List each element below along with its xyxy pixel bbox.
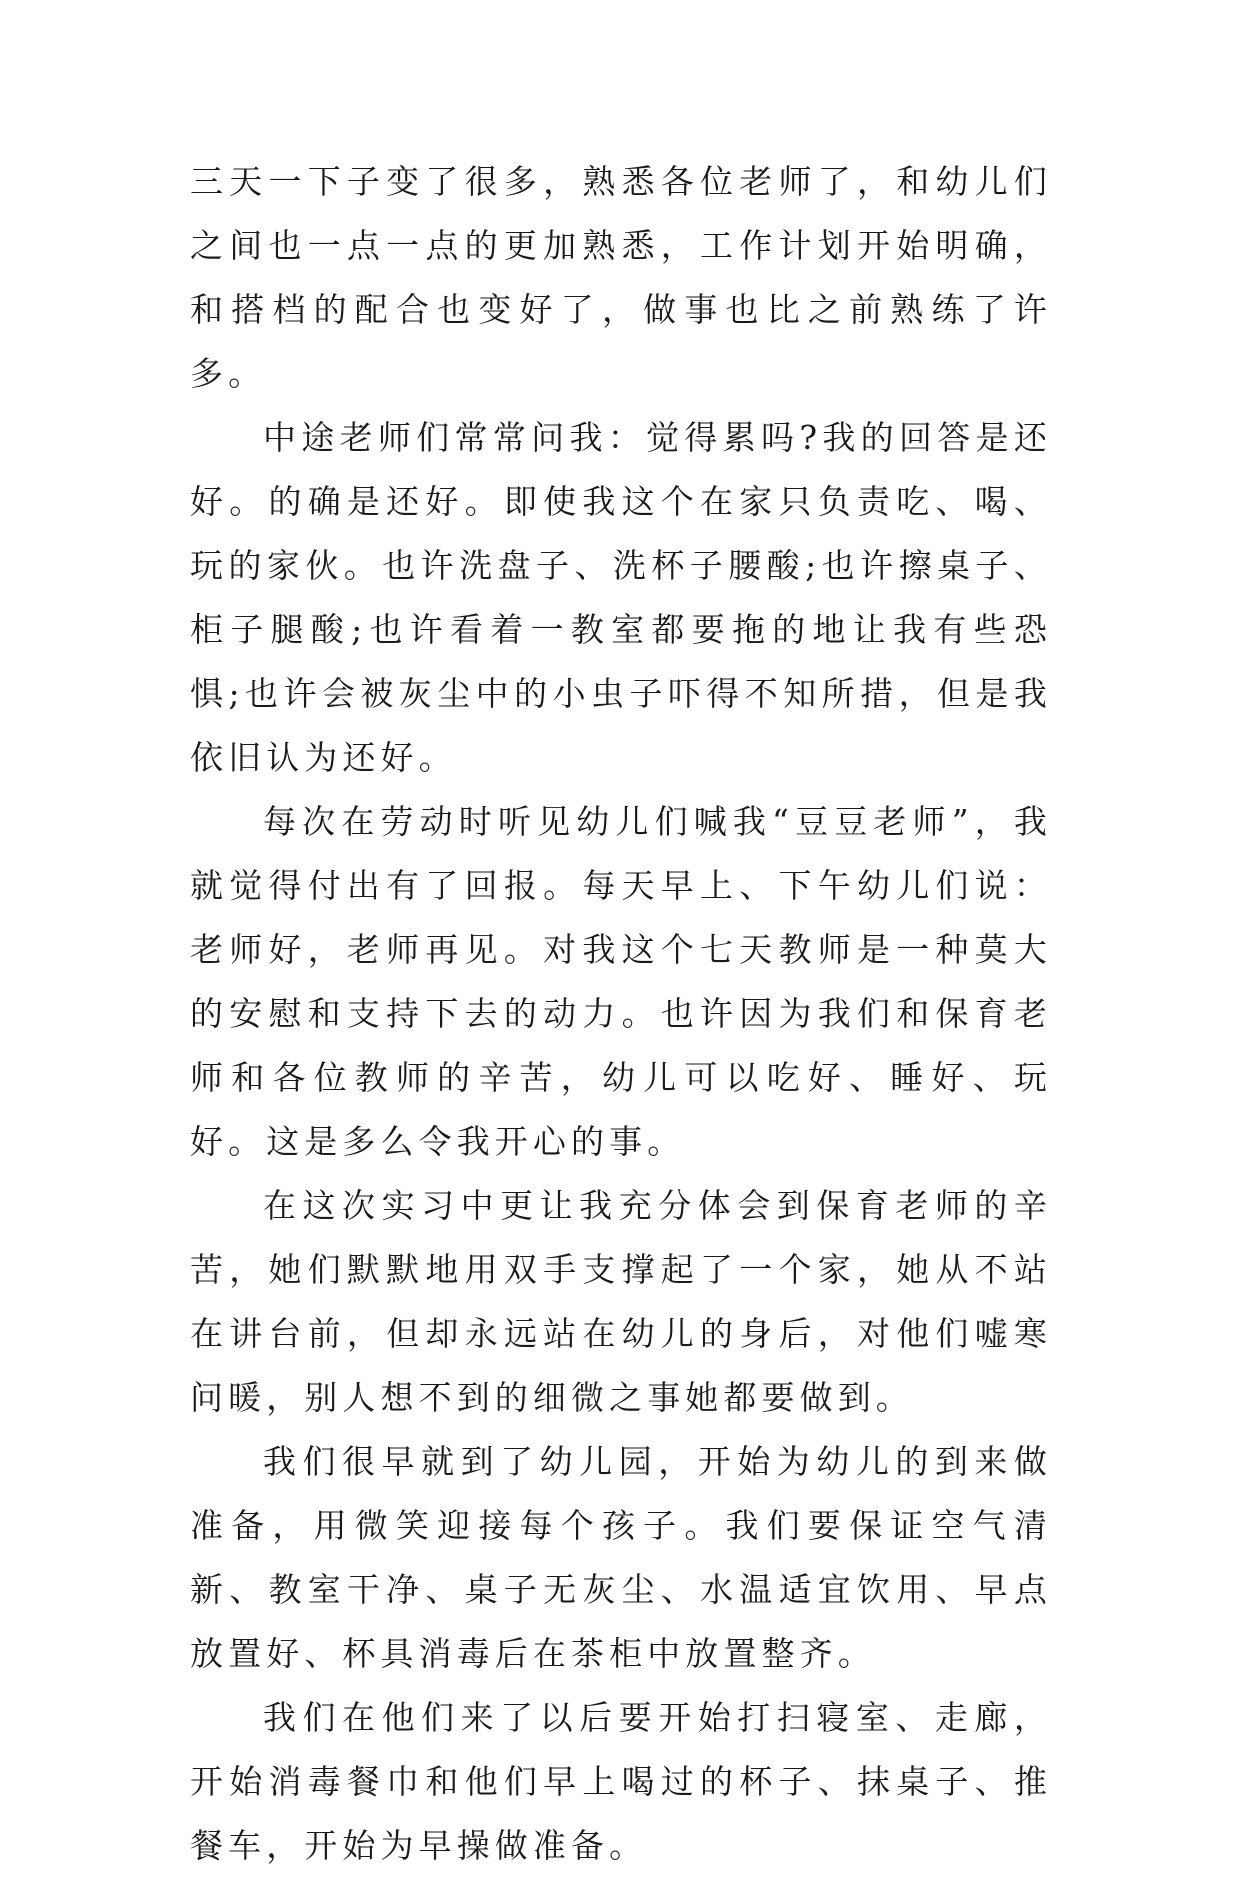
paragraph: 在这次实习中更让我充分体会到保育老师的辛苦，她们默默地用双手支撑起了一个家，她从不站在讲台前，但却永远站在幼儿的身后，对他们嘘寒问暖，别人想不到的细微之事她都要做到。: [190, 1186, 1052, 1417]
paragraph: 中途老师们常常问我：觉得累吗?我的回答是还好。的确是还好。即使我这个在家只负责吃、喝、玩的家伙。也许洗盘子、洗杯子腰酸;也许擦桌子、柜子腿酸;也许看着一教室都要拖的地让我有些恐惧;也许会被灰尘中的小虫子吓得不知所措，但是我依旧认为还好。: [190, 418, 1052, 777]
paragraph: 我们很早就到了幼儿园，开始为幼儿的到来做准备，用微笑迎接每个孩子。我们要保证空气清新、教室干净、桌子无灰尘、水温适宜饮用、早点放置好、杯具消毒后在茶柜中放置整齐。: [190, 1442, 1052, 1673]
document-page: [190, 150, 1052, 1878]
paragraph-continued: 三天一下子变了很多，熟悉各位老师了，和幼儿们之间也一点一点的更加熟悉，工作计划开始明确，和搭档的配合也变好了，做事也比之前熟练了许多。: [190, 162, 1052, 393]
paragraph: 每次在劳动时听见幼儿们喊我“豆豆老师”，我就觉得付出有了回报。每天早上、下午幼儿们说：老师好，老师再见。对我这个七天教师是一种莫大的安慰和支持下去的动力。也许因为我们和保育老师和各位教师的辛苦，幼儿可以吃好、睡好、玩好。这是多么令我开心的事。: [190, 802, 1052, 1161]
paragraph: 我们在他们来了以后要开始打扫寝室、走廊，开始消毒餐巾和他们早上喝过的杯子、抹桌子、推餐车，开始为早操做准备。: [190, 1698, 1052, 1865]
